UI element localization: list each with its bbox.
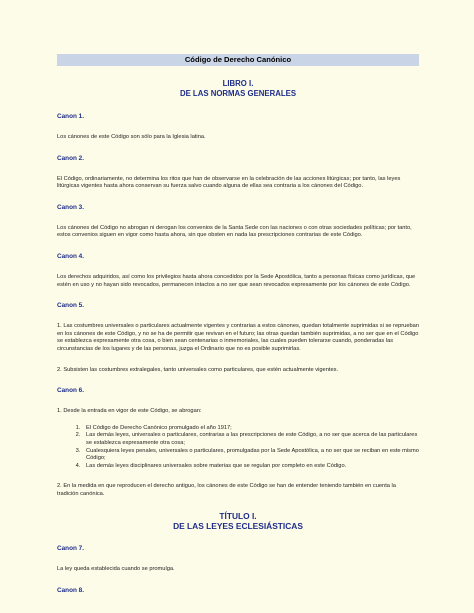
list-item: 1. El Código de Derecho Canónico promulgado el año 1917; — [82, 425, 419, 433]
canon-section — [57, 587, 419, 595]
canon-paragraph: Los cánones del Código no abrogan ni derogan los convenios de la Santa Sede con las naciones o con otras sociedades políticas; por tanto, estos convenios siguen en vigor como hasta ahora, sin que obsten en nada las prescripciones contrarias de este Código. — [57, 224, 412, 239]
libro-heading — [57, 79, 419, 99]
list-item: 2. Las demás leyes, universales o particulares, contrarias a las prescripciones de este Código, a no ser que acerca de las particulares se establezca expresamente otra cosa; — [82, 432, 419, 447]
canon-paragraph: Los derechos adquiridos, así como los privilegios hasta ahora concedidos por la Sede Apostólica, tanto a personas físicas como jurídicas, que estén en uso y no hayan sido revocados, permanecen intactos a no ser que sean revocados expresamente por los cánones de este Código. — [57, 273, 416, 288]
titulo-heading — [57, 511, 419, 531]
libro-heading-line1: LIBRO I. — [222, 79, 254, 88]
titulo-heading-line2: DE LAS LEYES ECLESIÁSTICAS — [173, 521, 303, 532]
canon-section — [57, 387, 419, 498]
titulo-heading-line1: TÍTULO I. — [219, 511, 257, 522]
canon-title: Canon 3. — [57, 203, 84, 211]
canon-title: Canon 6. — [57, 387, 84, 395]
canon-title: Canon 2. — [57, 154, 84, 162]
canon-title: Canon 8. — [57, 587, 84, 595]
canon-paragraph: La ley queda establecida cuando se promulga. — [57, 566, 175, 573]
document-title: Código de Derecho Canónico — [57, 54, 419, 66]
canon-section — [57, 253, 419, 289]
canon-title: Canon 7. — [57, 545, 84, 553]
canon-section — [57, 204, 419, 240]
abrogation-list — [57, 425, 419, 471]
list-item: 3. Cualesquiera leyes penales, universales o particulares, promulgadas por la Sede Apostólica, a no ser que se reciban en este mismo Código; — [82, 448, 419, 463]
canon-title: Canon 1. — [57, 113, 84, 120]
canon-paragraph: El Código, ordinariamente, no determina los ritos que han de observarse en la celebración de las acciones litúrgicas; por tanto, las leyes litúrgicas vigentes hasta ahora conservan su fuerza salvo cuando alguna de ellas sea contraria a los cánones del Código. — [57, 175, 401, 190]
canon-paragraph: 2. En la medida en que reproducen el derecho antiguo, los cánones de este Código se han de entender teniendo también en cuenta la tradición canónica. — [57, 483, 396, 497]
list-item: 4. Las demás leyes disciplinares universales sobre materias que se regulan por completo en este Código. — [82, 463, 419, 471]
canon-paragraph: 2. Subsisten las costumbres extralegales, tanto universales como particulares, que estén actualmente vigentes. — [57, 366, 339, 373]
canon-title: Canon 5. — [57, 302, 84, 310]
canon-section — [57, 113, 419, 142]
document-content — [57, 54, 419, 608]
canon-section — [57, 155, 419, 191]
canon-section — [57, 302, 419, 374]
canon-section — [57, 545, 419, 574]
canon-title: Canon 4. — [57, 252, 84, 260]
canon-intro: 1. Desde la entrada en vigor de este Código, se abrogan: — [57, 408, 202, 415]
canon-paragraph: Los cánones de este Código son sólo para la Iglesia latina. — [57, 134, 206, 140]
libro-heading-line2: DE LAS NORMAS GENERALES — [179, 89, 297, 98]
canon-paragraph: 1. Las costumbres universales o particulares actualmente vigentes y contrarias a estos cánones, quedan totalmente suprimidas si se reprueban en los cánones de este Código, y no se ha de permitir que revivan en el futuro; las otras quedan también suprimidas, a no ser que en el Código se establezca expresamente otra cosa, o bien sean centenarias o inmemoriales, las cuales pueden tolerarse cuando, ponderadas las circunstancias de los lugares y de las personas, juzga el Ordinario que no es posible suprimirlas. — [57, 323, 419, 352]
